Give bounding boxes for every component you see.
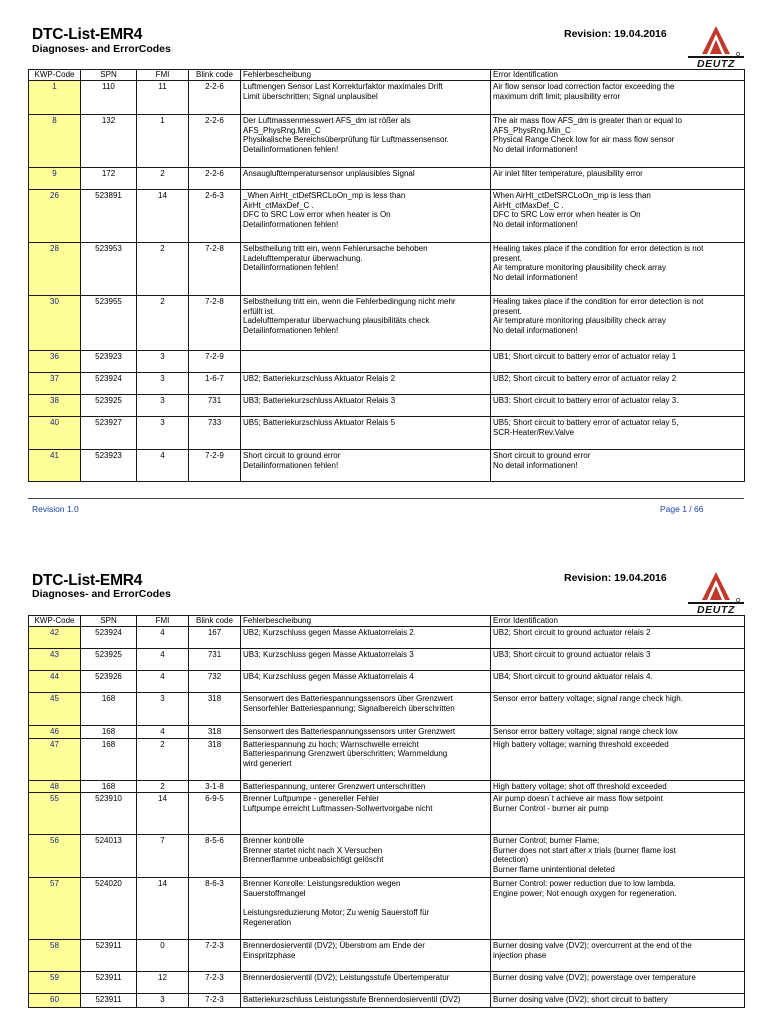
table-header-row bbox=[29, 616, 745, 627]
de-cell: UB3; Batteriekurzschluss Aktuator Relais 3 bbox=[241, 395, 491, 417]
fmi-cell: 2 bbox=[137, 168, 189, 190]
table-row bbox=[29, 296, 745, 351]
de-cell: _When AirHt_ctDefSRCLoOn_mp is less than AirHt_ctMaxDef_C . DFC to SRC Low error when heater is On Detailinformationen fehlen! bbox=[241, 190, 491, 243]
table-row bbox=[29, 417, 745, 450]
table-row bbox=[29, 450, 745, 482]
col-de-header: Fehlerbescheibung bbox=[241, 70, 491, 81]
kwp-cell: 41 bbox=[29, 450, 81, 482]
de-cell: UB3; Kurzschluss gegen Masse Aktuatorrelais 3 bbox=[241, 649, 491, 671]
de-cell: Batteriespannung, unterer Grenzwert unterschritten bbox=[241, 780, 491, 793]
en-cell: Burner Control: power reduction due to low lambda. Engine power; Not enough oxygen for regeneration. bbox=[491, 878, 745, 940]
kwp-cell: 9 bbox=[29, 168, 81, 190]
kwp-cell: 38 bbox=[29, 395, 81, 417]
kwp-cell: 45 bbox=[29, 693, 81, 726]
col-fmi-header: FMI bbox=[137, 616, 189, 627]
fmi-cell: 12 bbox=[137, 972, 189, 994]
en-cell: UB3: Short circuit to battery error of actuator relay 3. bbox=[491, 395, 745, 417]
de-cell: Brenner kontrolle Brenner startet nicht nach X Versuchen Brennerflamme unbeabsichtigt gelöscht bbox=[241, 835, 491, 878]
en-cell: UB2; Short circuit to battery error of actuator relay 2 bbox=[491, 373, 745, 395]
col-en-header: Error Identification bbox=[491, 616, 745, 627]
en-cell: UB2; Short circuit to ground actuator relais 2 bbox=[491, 627, 745, 649]
table-row bbox=[29, 115, 745, 168]
spn-cell: 523924 bbox=[81, 373, 137, 395]
fmi-cell: 4 bbox=[137, 627, 189, 649]
revision-date: Revision: 19.04.2016 bbox=[564, 572, 667, 584]
kwp-cell: 57 bbox=[29, 878, 81, 940]
revision-date: Revision: 19.04.2016 bbox=[564, 28, 667, 40]
table-row bbox=[29, 693, 745, 726]
en-cell: Short circuit to ground error No detail informationen! bbox=[491, 450, 745, 482]
table-row bbox=[29, 671, 745, 693]
blink-cell: 7-2-9 bbox=[189, 351, 241, 373]
spn-cell: 132 bbox=[81, 115, 137, 168]
blink-cell: 7-2-3 bbox=[189, 940, 241, 972]
kwp-cell: 37 bbox=[29, 373, 81, 395]
blink-cell: 7-2-9 bbox=[189, 450, 241, 482]
col-spn-header: SPN bbox=[81, 616, 137, 627]
blink-cell: 732 bbox=[189, 671, 241, 693]
fmi-cell: 3 bbox=[137, 417, 189, 450]
de-cell: Sensorwert des Batteriespannungssensors über Grenzwert Sensorfehler Batteriespannung; Signalbereich überschritten bbox=[241, 693, 491, 726]
en-cell: The air mass flow AFS_dm is greater than or equal to AFS_PhysRng.Min_C Physical Range Check low for air mass flow sensor No detail informationen! bbox=[491, 115, 745, 168]
col-spn-header: SPN bbox=[81, 70, 137, 81]
spn-cell: 523923 bbox=[81, 351, 137, 373]
document-title: DTC-List-EMR4 bbox=[32, 26, 143, 43]
fmi-cell: 3 bbox=[137, 373, 189, 395]
dtc-table-page-1 bbox=[28, 69, 745, 482]
blink-cell: 733 bbox=[189, 417, 241, 450]
fmi-cell: 14 bbox=[137, 793, 189, 835]
table-row bbox=[29, 81, 745, 115]
fmi-cell: 4 bbox=[137, 726, 189, 739]
en-cell: UB1; Short circuit to battery error of actuator relay 1 bbox=[491, 351, 745, 373]
table-row bbox=[29, 395, 745, 417]
spn-cell: 172 bbox=[81, 168, 137, 190]
fmi-cell: 2 bbox=[137, 780, 189, 793]
spn-cell: 523924 bbox=[81, 627, 137, 649]
fmi-cell: 2 bbox=[137, 738, 189, 780]
table-row bbox=[29, 878, 745, 940]
fmi-cell: 14 bbox=[137, 190, 189, 243]
kwp-cell: 1 bbox=[29, 81, 81, 115]
blink-cell: 318 bbox=[189, 693, 241, 726]
fmi-cell: 3 bbox=[137, 395, 189, 417]
en-cell: Air pump doesn´t achieve air mass flow setpoint Burner Control - burner air pump bbox=[491, 793, 745, 835]
col-de-header: Fehlerbescheibung bbox=[241, 616, 491, 627]
table-row bbox=[29, 780, 745, 793]
fmi-cell: 2 bbox=[137, 243, 189, 296]
kwp-cell: 36 bbox=[29, 351, 81, 373]
kwp-cell: 60 bbox=[29, 994, 81, 1008]
dtc-table-page-2 bbox=[28, 615, 745, 1008]
spn-cell: 523923 bbox=[81, 450, 137, 482]
blink-cell: 731 bbox=[189, 649, 241, 671]
fmi-cell: 2 bbox=[137, 296, 189, 351]
en-cell: Burner dosing valve (DV2); powerstage over temperature bbox=[491, 972, 745, 994]
spn-cell: 168 bbox=[81, 780, 137, 793]
de-cell: UB5; Batteriekurzschluss Aktuator Relais 5 bbox=[241, 417, 491, 450]
spn-cell: 523911 bbox=[81, 994, 137, 1008]
blink-cell: 167 bbox=[189, 627, 241, 649]
page-header bbox=[28, 0, 744, 70]
fmi-cell: 11 bbox=[137, 81, 189, 115]
en-cell: High battery voltage; warning threshold exceeded bbox=[491, 738, 745, 780]
document-subtitle: Diagnoses- and ErrorCodes bbox=[32, 43, 171, 55]
de-cell: Selbstheilung tritt ein, wenn die Fehlerbedingung nicht mehr erfüllt ist. Ladelufttemperatur überwachung plausibilitäts check Detailinformationen fehlen! bbox=[241, 296, 491, 351]
table-row bbox=[29, 168, 745, 190]
footer-revision: Revision 1.0 bbox=[32, 504, 79, 514]
col-blink-header: Blink code bbox=[189, 616, 241, 627]
kwp-cell: 30 bbox=[29, 296, 81, 351]
de-cell: Selbstheilung tritt ein, wenn Fehlerursache behoben Ladelufttemperatur überwachung. Detailinformationen fehlen! bbox=[241, 243, 491, 296]
fmi-cell: 1 bbox=[137, 115, 189, 168]
en-cell: UB4; Short circuit to ground aktuator relais 4. bbox=[491, 671, 745, 693]
document-page-2 bbox=[0, 560, 768, 1024]
table-row bbox=[29, 373, 745, 395]
fmi-cell: 4 bbox=[137, 649, 189, 671]
col-kwp-header: KWP-Code bbox=[29, 70, 81, 81]
kwp-cell: 47 bbox=[29, 738, 81, 780]
table-row bbox=[29, 738, 745, 780]
kwp-cell: 46 bbox=[29, 726, 81, 739]
en-cell: Burner dosing valve (DV2); short circuit to battery bbox=[491, 994, 745, 1008]
spn-cell: 168 bbox=[81, 726, 137, 739]
spn-cell: 523925 bbox=[81, 395, 137, 417]
blink-cell: 318 bbox=[189, 738, 241, 780]
blink-cell: 7-2-3 bbox=[189, 994, 241, 1008]
spn-cell: 168 bbox=[81, 738, 137, 780]
table-row bbox=[29, 351, 745, 373]
blink-cell: 2-2-6 bbox=[189, 81, 241, 115]
kwp-cell: 42 bbox=[29, 627, 81, 649]
spn-cell: 523911 bbox=[81, 972, 137, 994]
fmi-cell: 4 bbox=[137, 671, 189, 693]
spn-cell: 168 bbox=[81, 693, 137, 726]
en-cell: Sensor error battery voltage; signal range check low bbox=[491, 726, 745, 739]
spn-cell: 523925 bbox=[81, 649, 137, 671]
kwp-cell: 56 bbox=[29, 835, 81, 878]
fmi-cell: 3 bbox=[137, 351, 189, 373]
en-cell: Air flow sensor load correction factor exceeding the maximum drift limit; plausibility error bbox=[491, 81, 745, 115]
kwp-cell: 28 bbox=[29, 243, 81, 296]
deutz-flame-icon bbox=[688, 570, 744, 604]
blink-cell: 7-2-8 bbox=[189, 296, 241, 351]
blink-cell: 3-1-8 bbox=[189, 780, 241, 793]
deutz-logo bbox=[688, 570, 744, 616]
spn-cell: 523891 bbox=[81, 190, 137, 243]
de-cell: Brenner Konrolle: Leistungsreduktion wegen Sauerstoffmangel Leistungsreduzierung Motor; Zu wenig Sauerstoff für Regeneration bbox=[241, 878, 491, 940]
kwp-cell: 58 bbox=[29, 940, 81, 972]
spn-cell: 110 bbox=[81, 81, 137, 115]
blink-cell: 8-5-6 bbox=[189, 835, 241, 878]
spn-cell: 523953 bbox=[81, 243, 137, 296]
fmi-cell: 0 bbox=[137, 940, 189, 972]
kwp-cell: 40 bbox=[29, 417, 81, 450]
blink-cell: 8-6-3 bbox=[189, 878, 241, 940]
de-cell: UB2; Kurzschluss gegen Masse Aktuatorrelais 2 bbox=[241, 627, 491, 649]
kwp-cell: 59 bbox=[29, 972, 81, 994]
kwp-cell: 44 bbox=[29, 671, 81, 693]
de-cell: Batteriekurzschluss Leistungsstufe Brennerdosierventil (DV2) bbox=[241, 994, 491, 1008]
de-cell: Brennerdosierventil (DV2); Leistungsstufe Übertemperatur bbox=[241, 972, 491, 994]
en-cell: Healing takes place if the condition for error detection is not present. Air temprature monitoring plausibility check array No detail informationen! bbox=[491, 243, 745, 296]
de-cell: Short circuit to ground error Detailinformationen fehlen! bbox=[241, 450, 491, 482]
blink-cell: 2-2-6 bbox=[189, 115, 241, 168]
spn-cell: 523926 bbox=[81, 671, 137, 693]
fmi-cell: 7 bbox=[137, 835, 189, 878]
en-cell: When AirHt_ctDefSRCLoOn_mp is less than AirHt_ctMaxDef_C . DFC to SRC Low error when heater is On No detail informationen! bbox=[491, 190, 745, 243]
en-cell: Burner Control; burner Flame; Burner does not start after x trials (burner flame lost detection) Burner flame unintentional deleted bbox=[491, 835, 745, 878]
spn-cell: 523910 bbox=[81, 793, 137, 835]
table-row bbox=[29, 726, 745, 739]
kwp-cell: 48 bbox=[29, 780, 81, 793]
blink-cell: 2-6-3 bbox=[189, 190, 241, 243]
table-row bbox=[29, 243, 745, 296]
de-cell: Batteriespannung zu hoch; Warnschwelle erreicht Batteriespannung Grenzwert überschritten; Warnmeldung wird generiert bbox=[241, 738, 491, 780]
spn-cell: 523927 bbox=[81, 417, 137, 450]
footer-divider bbox=[28, 498, 744, 499]
table-row bbox=[29, 793, 745, 835]
fmi-cell: 3 bbox=[137, 994, 189, 1008]
deutz-logo-text: DEUTZ bbox=[688, 602, 744, 616]
table-row bbox=[29, 972, 745, 994]
de-cell bbox=[241, 351, 491, 373]
spn-cell: 524013 bbox=[81, 835, 137, 878]
de-cell: Brenner Luftpumpe - genereller Fehler Luftpumpe erreicht Luftmassen-Sollwertvorgabe nicht bbox=[241, 793, 491, 835]
spn-cell: 524020 bbox=[81, 878, 137, 940]
en-cell: Burner dosing valve (DV2); overcurrent at the end of the injection phase bbox=[491, 940, 745, 972]
de-cell: Ansauglufttemperatursensor unplausibles Signal bbox=[241, 168, 491, 190]
fmi-cell: 3 bbox=[137, 693, 189, 726]
kwp-cell: 55 bbox=[29, 793, 81, 835]
deutz-flame-icon bbox=[688, 24, 744, 58]
de-cell: Sensorwert des Batteriespannungssensors unter Grenzwert bbox=[241, 726, 491, 739]
de-cell: UB2; Batteriekurzschluss Aktuator Relais 2 bbox=[241, 373, 491, 395]
table-row bbox=[29, 627, 745, 649]
de-cell: Der Luftmassenmesswert AFS_dm ist rößer als AFS_PhysRng.Min_C Physikalische Bereichsüberprüfung für Luftmassensensor. Detailinformationen fehlen! bbox=[241, 115, 491, 168]
deutz-logo-text: DEUTZ bbox=[688, 56, 744, 70]
table-row bbox=[29, 190, 745, 243]
col-blink-header: Blink code bbox=[189, 70, 241, 81]
col-fmi-header: FMI bbox=[137, 70, 189, 81]
blink-cell: 7-2-3 bbox=[189, 972, 241, 994]
en-cell: High battery voltage; shot off threshold exceeded bbox=[491, 780, 745, 793]
document-subtitle: Diagnoses- and ErrorCodes bbox=[32, 588, 171, 600]
kwp-cell: 43 bbox=[29, 649, 81, 671]
blink-cell: 1-6-7 bbox=[189, 373, 241, 395]
de-cell: Brennerdosierventil (DV2); Überstrom am Ende der Einspritzphase bbox=[241, 940, 491, 972]
en-cell: UB5; Short circuit to battery error of actuator relay 5, SCR-Heater/Rev.Valve bbox=[491, 417, 745, 450]
blink-cell: 7-2-8 bbox=[189, 243, 241, 296]
de-cell: Luftmengen Sensor Last Korrekturfaktor maximales Drift Limit überschritten; Signal unplausibel bbox=[241, 81, 491, 115]
footer-page-number: Page 1 / 66 bbox=[660, 504, 704, 514]
blink-cell: 2-2-6 bbox=[189, 168, 241, 190]
en-cell: UB3; Short circuit to ground actuator relais 3 bbox=[491, 649, 745, 671]
de-cell: UB4; Kurzschluss gegen Masse Aktuatorrelais 4 bbox=[241, 671, 491, 693]
en-cell: Air inlet filter temperature, plausibility error bbox=[491, 168, 745, 190]
blink-cell: 6-9-5 bbox=[189, 793, 241, 835]
table-header-row bbox=[29, 70, 745, 81]
blink-cell: 318 bbox=[189, 726, 241, 739]
kwp-cell: 8 bbox=[29, 115, 81, 168]
spn-cell: 523955 bbox=[81, 296, 137, 351]
table-row bbox=[29, 940, 745, 972]
spn-cell: 523911 bbox=[81, 940, 137, 972]
table-row bbox=[29, 994, 745, 1008]
fmi-cell: 4 bbox=[137, 450, 189, 482]
table-row bbox=[29, 835, 745, 878]
deutz-logo bbox=[688, 24, 744, 70]
fmi-cell: 14 bbox=[137, 878, 189, 940]
en-cell: Healing takes place if the condition for error detection is not present. Air temprature monitoring plausibility check array No detail informationen! bbox=[491, 296, 745, 351]
en-cell: Sensor error battery voltage; signal range check high. bbox=[491, 693, 745, 726]
table-row bbox=[29, 649, 745, 671]
kwp-cell: 26 bbox=[29, 190, 81, 243]
document-title: DTC-List-EMR4 bbox=[32, 572, 143, 589]
blink-cell: 731 bbox=[189, 395, 241, 417]
col-en-header: Error Identification bbox=[491, 70, 745, 81]
col-kwp-header: KWP-Code bbox=[29, 616, 81, 627]
